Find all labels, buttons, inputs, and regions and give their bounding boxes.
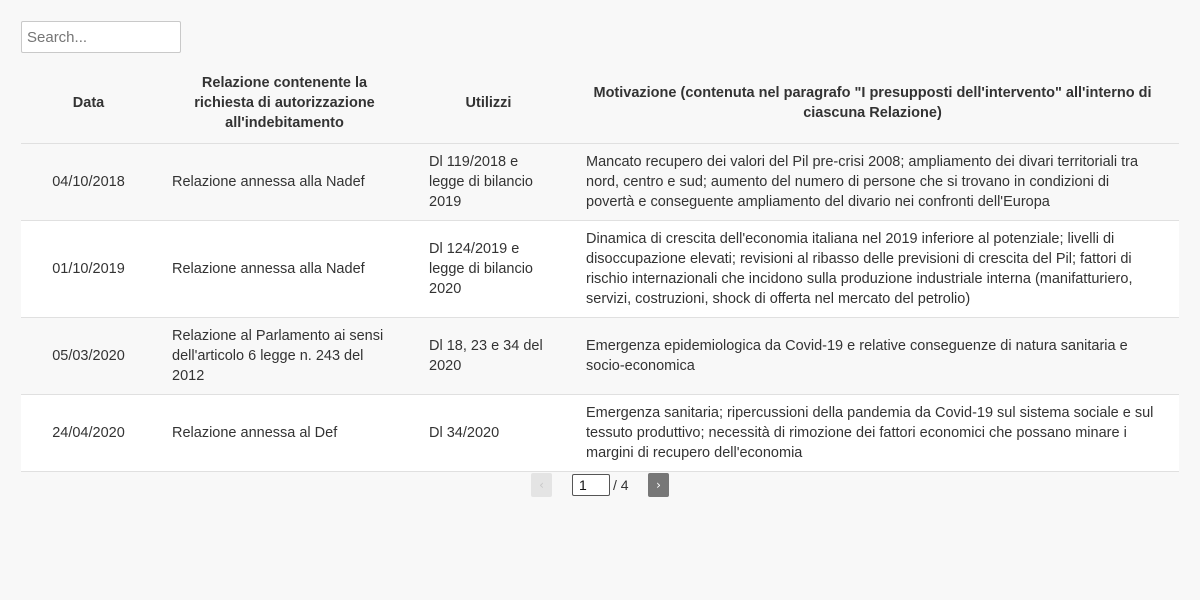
cell-motivazione: Mancato recupero dei valori del Pil pre-crisi 2008; ampliamento dei divari territoriali tra nord, centro e sud; aumento del numero di persone che si trovano in condizioni di povertà e conseguente ampliamento del divario nei confronti dell'Europa <box>566 144 1179 221</box>
column-header-data[interactable]: Data <box>21 63 156 144</box>
table-row <box>21 318 1179 395</box>
table-row <box>21 144 1179 221</box>
cell-utilizzi: Dl 124/2019 e legge di bilancio 2020 <box>411 221 566 318</box>
cell-utilizzi: Dl 119/2018 e legge di bilancio 2019 <box>411 144 566 221</box>
table-row <box>21 221 1179 318</box>
column-header-relazione[interactable]: Relazione contenente la richiesta di autorizzazione all'indebitamento <box>156 63 411 144</box>
cell-date: 01/10/2019 <box>21 221 156 318</box>
page-number-input[interactable] <box>572 474 610 496</box>
table-header <box>21 63 1179 144</box>
cell-date: 05/03/2020 <box>21 318 156 395</box>
cell-motivazione: Dinamica di crescita dell'economia italiana nel 2019 inferiore al potenziale; livelli di disoccupazione elevati; revisioni al ribasso delle previsioni di crescita del Pil; fattori di rischio internazionali che incidono sulla produzione industriale interna (manifatturiero, servizi, costruzioni, shock di offerta nel mercato del petrolio) <box>566 221 1179 318</box>
next-page-button[interactable]: › <box>648 473 669 497</box>
table-row <box>21 395 1179 472</box>
prev-page-button[interactable]: ‹ <box>531 473 552 497</box>
cell-date: 24/04/2020 <box>21 395 156 472</box>
column-header-utilizzi[interactable]: Utilizzi <box>411 63 566 144</box>
cell-utilizzi: Dl 18, 23 e 34 del 2020 <box>411 318 566 395</box>
cell-relazione: Relazione al Parlamento ai sensi dell'articolo 6 legge n. 243 del 2012 <box>156 318 411 395</box>
cell-relazione: Relazione annessa alla Nadef <box>156 221 411 318</box>
column-header-motivazione[interactable]: Motivazione (contenuta nel paragrafo "I presupposti dell'intervento" all'interno di ciascuna Relazione) <box>566 63 1179 144</box>
header-row <box>21 63 1179 144</box>
page-total: / 4 <box>613 477 629 493</box>
cell-motivazione: Emergenza sanitaria; ripercussioni della pandemia da Covid-19 sul sistema sociale e sul tessuto produttivo; necessità di rimozione dei fattori economici che possano minare i margini di recupero dell'economia <box>566 395 1179 472</box>
search-input[interactable] <box>21 21 181 53</box>
table-body <box>21 144 1179 472</box>
cell-motivazione: Emergenza epidemiologica da Covid-19 e relative conseguenze di natura sanitaria e socio-economica <box>566 318 1179 395</box>
cell-relazione: Relazione annessa al Def <box>156 395 411 472</box>
pagination <box>0 473 1200 497</box>
cell-utilizzi: Dl 34/2020 <box>411 395 566 472</box>
cell-date: 04/10/2018 <box>21 144 156 221</box>
data-table <box>21 63 1179 472</box>
table-widget <box>21 21 1179 472</box>
cell-relazione: Relazione annessa alla Nadef <box>156 144 411 221</box>
